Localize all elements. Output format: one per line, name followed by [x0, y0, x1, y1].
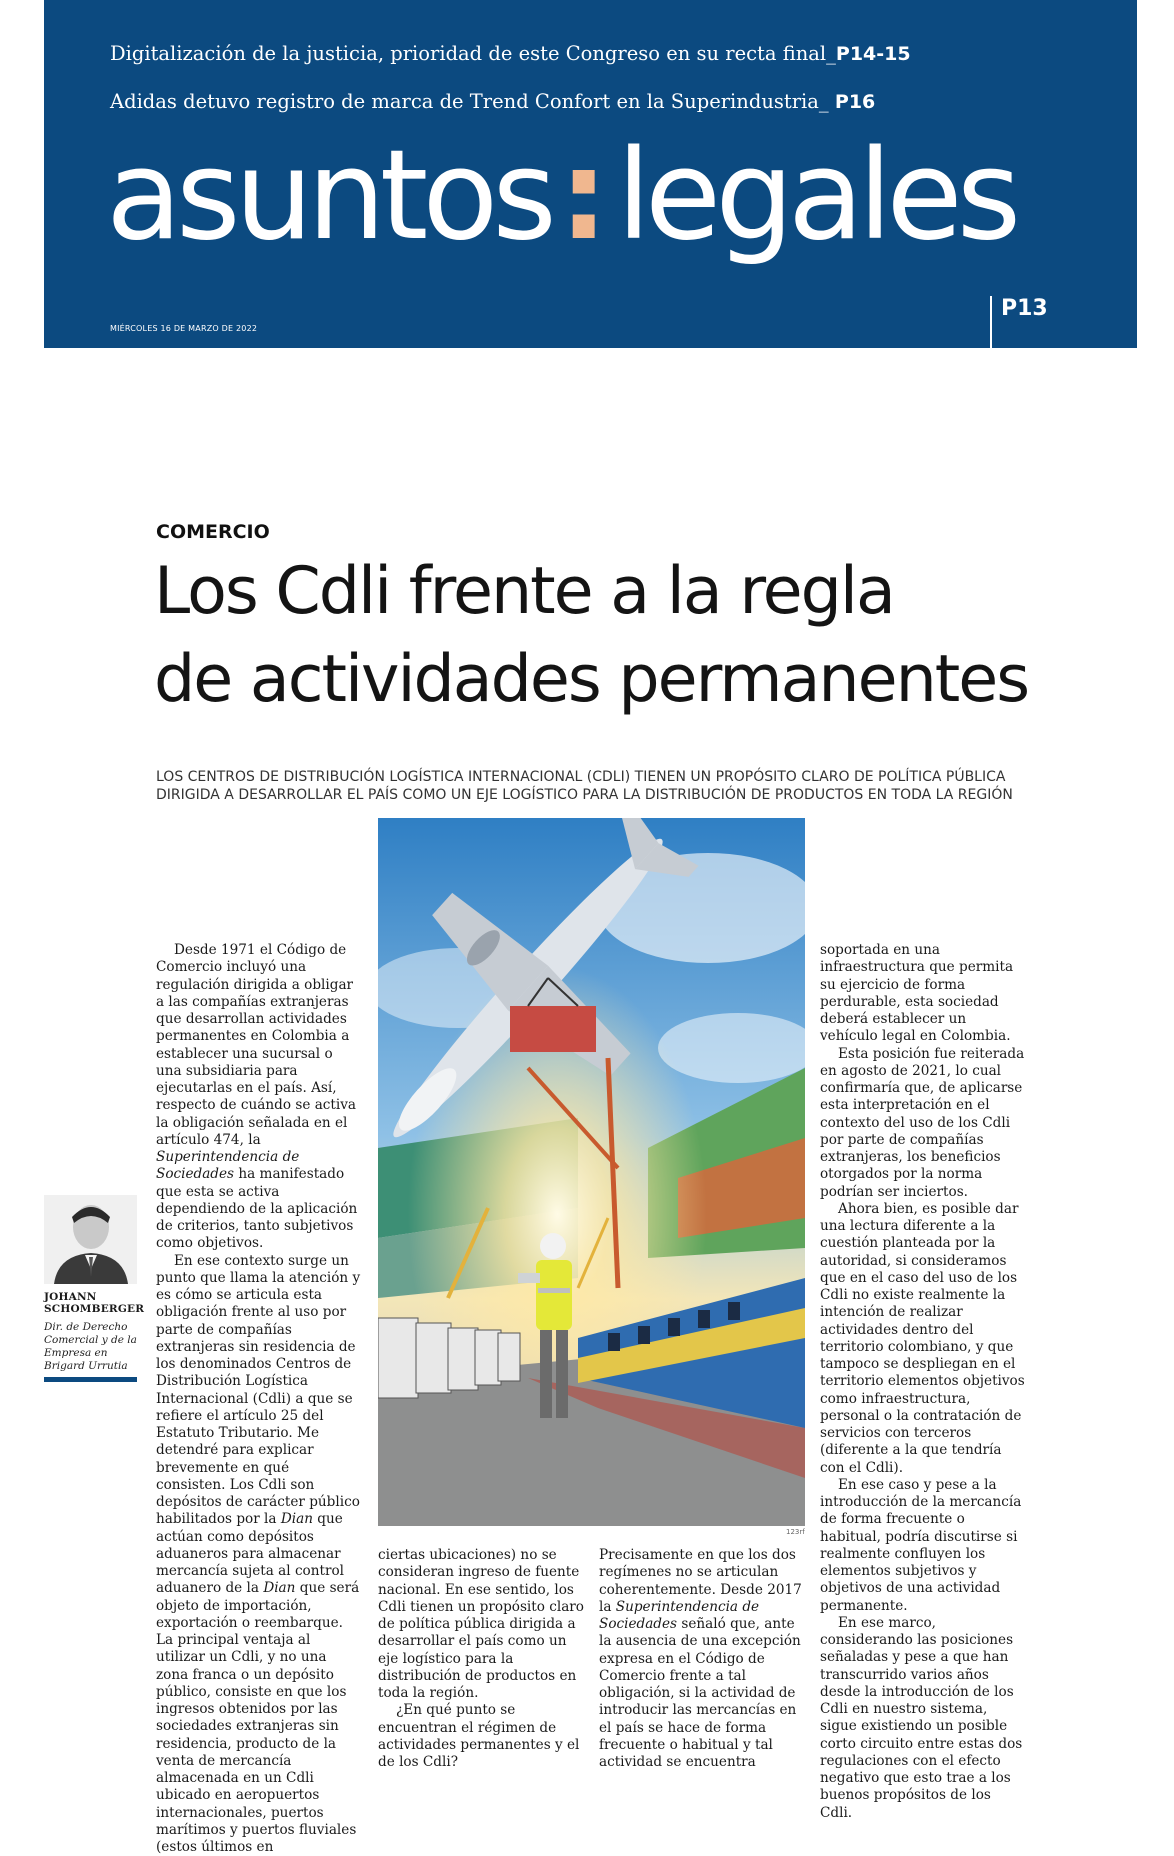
italic-text: Dian	[281, 1511, 313, 1527]
author-last-name: SCHOMBERGER	[44, 1303, 144, 1315]
paragraph: Ahora bien, es posible dar una lectura diferente a la cuestión planteada por la autoridad, si consideramos que en el caso del uso de los Cdli no existe realmente la intención de realizar actividades dentro del territorio colombiano, y que tampoco se despliegan en el territorio elementos objetivos como infraestructura, personal o la contratación de servicios con terceros (diferente a la que tendría con el Cdli).	[820, 1201, 1026, 1477]
article-headline	[154, 548, 1154, 724]
teaser-page: P14-15	[836, 43, 911, 65]
paragraph	[156, 942, 362, 1253]
text: que actúan como depósitos aduaneros para almacenar mercancía sujeta al control aduanero de la	[156, 1511, 344, 1596]
italic-text: Superintendencia de Sociedades	[599, 1599, 759, 1632]
article-photo	[378, 818, 805, 1526]
article-column-4	[820, 942, 1026, 1822]
paragraph: soportada en una infraestructura que permita su ejercicio de forma perdurable, esta sociedad deberá establecer un vehículo legal en Colombia.	[820, 942, 1026, 1046]
section-label: COMERCIO	[156, 521, 270, 543]
text: que será objeto de importación, exportación o reembarque. La principal ventaja al utilizar un Cdli, y no una zona franca o un depósito público, consiste en que los ingresos obtenidos por las sociedades extranjeras sin residencia, producto de la venta de mercancía almacenada en un Cdli ubicado en aeropuertos internacionales, puertos marítimos y puertos fluviales (estos últimos en	[156, 1580, 359, 1855]
author-name	[44, 1291, 144, 1315]
italic-text: Superintendencia de Sociedades	[156, 1149, 299, 1182]
teaser-text: Digitalización de la justicia, prioridad de este Congreso en su recta final_	[110, 42, 836, 65]
article-column-1	[156, 942, 362, 1856]
logo-word-legales: legales	[616, 124, 1015, 268]
paragraph: En ese marco, considerando las posiciones señaladas y pese a que han transcurrido varios años desde la introducción de los Cdli en nuestro sistema, sigue existiendo un posible corto circuito entre estas dos regulaciones con el efecto negativo que esto trae a los buenos propósitos de los Cdli.	[820, 1615, 1026, 1822]
paragraph: Esta posición fue reiterada en agosto de 2021, lo cual confirmaría que, de aplicarse esta interpretación en el contexto del uso de los Cdli por parte de compañías extranjeras, los beneficios otorgados por la norma podrían ser inciertos.	[820, 1046, 1026, 1201]
author-avatar	[44, 1195, 137, 1284]
teaser-link-justicia[interactable]	[110, 42, 911, 65]
headline-line-1: Los Cdli frente a la regla	[154, 554, 894, 629]
article-column-3	[599, 1547, 805, 1771]
teaser-page: P16	[835, 91, 875, 113]
text: En ese contexto surge un punto que llama la atención y es cómo se articula esta obligación frente al uso por parte de compañías extranjeras sin residencia de los denominados Centros de Distribución Logística Internacional (Cdli) a que se refiere el artículo 25 del Estatuto Tributario. Me detendré para explicar brevemente en qué consisten. Los Cdli son depósitos de carácter público habilitados por la	[156, 1253, 360, 1528]
text: Precisamente en que los dos regímenes no se articulan coherentemente. Desde 2017 la	[599, 1547, 802, 1615]
article-deck: LOS CENTROS DE DISTRIBUCIÓN LOGÍSTICA INTERNACIONAL (CDLI) TIENEN UN PROPÓSITO CLARO DE POLÍTICA PÚBLICA DIRIGIDA A DESARROLLAR EL PAÍS COMO UN EJE LOGÍSTICO PARA LA DISTRIBUCIÓN DE PRODUCTOS EN TODA LA REGIÓN	[156, 768, 1016, 804]
paragraph: En ese caso y pese a la introducción de la mercancía de forma frecuente o habitual, podría discutirse si realmente confluyen los elementos subjetivos y objetivos de una actividad permanente.	[820, 1477, 1026, 1615]
author-role: Dir. de Derecho Comercial y de la Empresa en Brigard Urrutia	[44, 1321, 139, 1373]
author-divider	[44, 1377, 137, 1382]
teaser-text: Adidas detuvo registro de marca de Trend Confort en la Superindustria_	[110, 90, 829, 113]
italic-text: Dian	[263, 1580, 295, 1596]
page-number: P13	[1001, 296, 1048, 321]
paragraph: ciertas ubicaciones) no se consideran ingreso de fuente nacional. En ese sentido, los Cdli tienen un propósito claro de política pública dirigida a desarrollar el país como un eje logístico para la distribución de productos en toda la región.	[378, 1547, 584, 1702]
issue-date: MIÉRCOLES 16 DE MARZO DE 2022	[110, 324, 257, 333]
paragraph: ¿En qué punto se encuentran el régimen de actividades permanentes y el de los Cdli?	[378, 1702, 584, 1771]
headline-line-2: de actividades permanentes	[154, 642, 1028, 717]
author-first-name: JOHANN	[44, 1291, 144, 1303]
photo-credit: 123rf	[786, 1528, 805, 1536]
section-logo	[106, 134, 1015, 258]
paragraph	[156, 1253, 362, 1856]
text: señaló que, ante la ausencia de una excepción expresa en el Código de Comercio frente a tal obligación, si la actividad de introducir las mercancías en el país se hace de forma frecuente o habitual y tal actividad se encuentra	[599, 1616, 801, 1770]
paragraph	[599, 1547, 805, 1771]
page-number-divider	[990, 296, 992, 348]
text: Desde 1971 el Código de Comercio incluyó una regulación dirigida a obligar a las compañías extranjeras que desarrollan actividades permanentes en Colombia a establecer una sucursal o una subsidiaria para ejecutarlas en el país. Así, respecto de cuándo se activa la obligación señalada en el artículo 474, la	[156, 942, 356, 1148]
teaser-link-adidas[interactable]	[110, 90, 875, 113]
logo-colon: :	[559, 124, 609, 268]
text: ha manifestado que esta se activa dependiendo de la aplicación de criterios, tanto subjetivos como objetivos.	[156, 1166, 357, 1251]
logo-word-asuntos: asuntos	[106, 124, 551, 268]
article-column-2	[378, 1547, 584, 1771]
